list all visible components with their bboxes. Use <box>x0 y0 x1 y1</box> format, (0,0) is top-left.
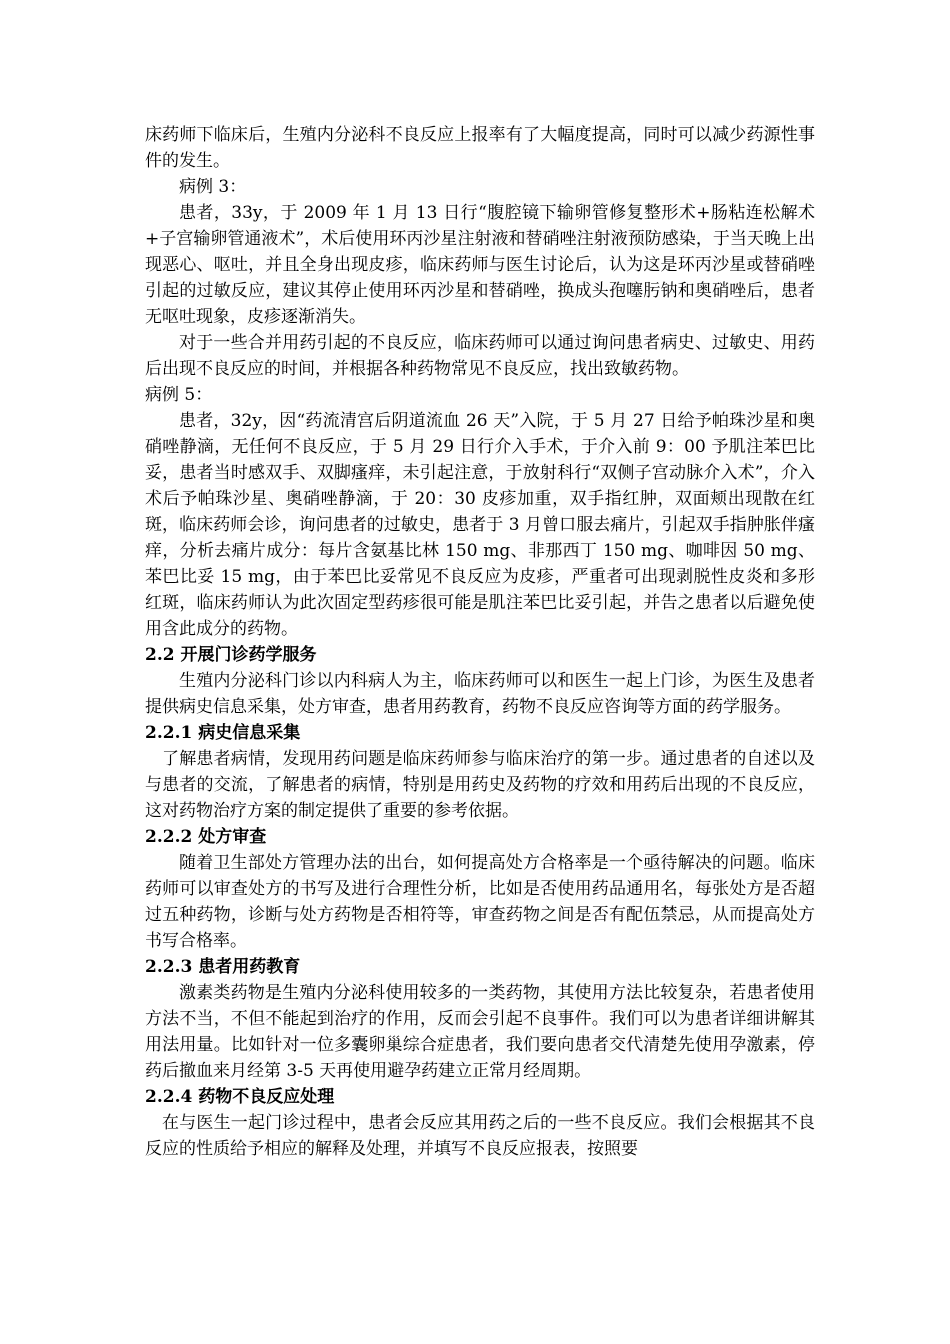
paragraph-adverse-reaction-handling: 在与医生一起门诊过程中，患者会反应其用药之后的一些不良反应。我们会根据其不良反应的性质给予相应的解释及处理，并填写不良反应报表，按照要 <box>145 1113 815 1159</box>
paragraph-patient-education: 激素类药物是生殖内分泌科使用较多的一类药物，其使用方法比较复杂，若患者使用方法不当，不但不能起到治疗的作用，反而会引起不良事件。我们可以为患者详细讲解其用法用量。比如针对一位多囊卵巢综合症患者，我们要向患者交代清楚先使用孕激素，停药后撤血来月经第 3-5 天再使用避孕药建立正常月经周期。 <box>145 983 815 1081</box>
case-label-5: 病例 5： <box>145 385 213 405</box>
paragraph-prescription-review: 随着卫生部处方管理办法的出台，如何提高处方合格率是一个亟待解决的问题。临床药师可以审查处方的书写及进行合理性分析，比如是否使用药品通用名，每张处方是否超过五种药物，诊断与处方药物是否相符等，审查药物之间是否有配伍禁忌，从而提高处方书写合格率。 <box>145 853 815 951</box>
section-heading-2-2-3: 2.2.3 患者用药教育 <box>145 957 301 977</box>
case-5-description: 患者，32y，因“药流清宫后阴道流血 26 天”入院，于 5 月 27 日给予帕珠沙星和奥硝唑静滴，无任何不良反应，于 5 月 29 日行介入手术，于介入前 9：00 予肌注苯巴比妥，患者当时感双手、双脚瘙痒，未引起注意，于放射科行“双侧子宫动脉介入术”，介入术后予帕珠沙星、奥硝唑静滴，于 20：30 皮疹加重，双手指红肿，双面颊出现散在红斑，临床药师会诊，询问患者的过敏史，患者于 3 月曾口服去痛片，引起双手指肿胀伴瘙痒，分析去痛片成分：每片含氨基比林 150 mg、非那西丁 150 mg、咖啡因 50 mg、苯巴比妥 15 mg，由于苯巴比妥常见不良反应为皮疹，严重者可出现剥脱性皮炎和多形红斑，临床药师认为此次固定型药疹很可能是肌注苯巴比妥引起，并告之患者以后避免使用含此成分的药物。 <box>145 411 815 639</box>
section-heading-2-2-4: 2.2.4 药物不良反应处理 <box>145 1087 335 1107</box>
paragraph-continued: 床药师下临床后，生殖内分泌科不良反应上报率有了大幅度提高，同时可以减少药源性事件的发生。 <box>145 125 815 171</box>
section-heading-2-2: 2.2 开展门诊药学服务 <box>145 645 317 665</box>
document-body <box>145 122 815 1162</box>
section-heading-2-2-2: 2.2.2 处方审查 <box>145 827 267 847</box>
paragraph-combined-drug-reaction: 对于一些合并用药引起的不良反应，临床药师可以通过询问患者病史、过敏史、用药后出现不良反应的时间，并根据各种药物常见不良反应，找出致敏药物。 <box>145 333 815 379</box>
section-heading-2-2-1: 2.2.1 病史信息采集 <box>145 723 301 743</box>
case-label-3: 病例 3： <box>179 177 247 197</box>
case-3-description: 患者，33y，于 2009 年 1 月 13 日行“腹腔镜下输卵管修复整形术+肠粘连松解术+子宫输卵管通液术”，术后使用环丙沙星注射液和替硝唑注射液预防感染，于当天晚上出现恶心、呕吐，并且全身出现皮疹，临床药师与医生讨论后，认为这是环丙沙星或替硝唑引起的过敏反应，建议其停止使用环丙沙星和替硝唑，换成头孢噻肟钠和奥硝唑后，患者无呕吐现象，皮疹逐渐消失。 <box>145 203 815 327</box>
paragraph-history-collection: 了解患者病情，发现用药问题是临床药师参与临床治疗的第一步。通过患者的自述以及与患者的交流，了解患者的病情，特别是用药史及药物的疗效和用药后出现的不良反应，这对药物治疗方案的制定提供了重要的参考依据。 <box>145 749 815 821</box>
paragraph-outpatient-service: 生殖内分泌科门诊以内科病人为主，临床药师可以和医生一起上门诊，为医生及患者提供病史信息采集，处方审查，患者用药教育，药物不良反应咨询等方面的药学服务。 <box>145 671 815 717</box>
